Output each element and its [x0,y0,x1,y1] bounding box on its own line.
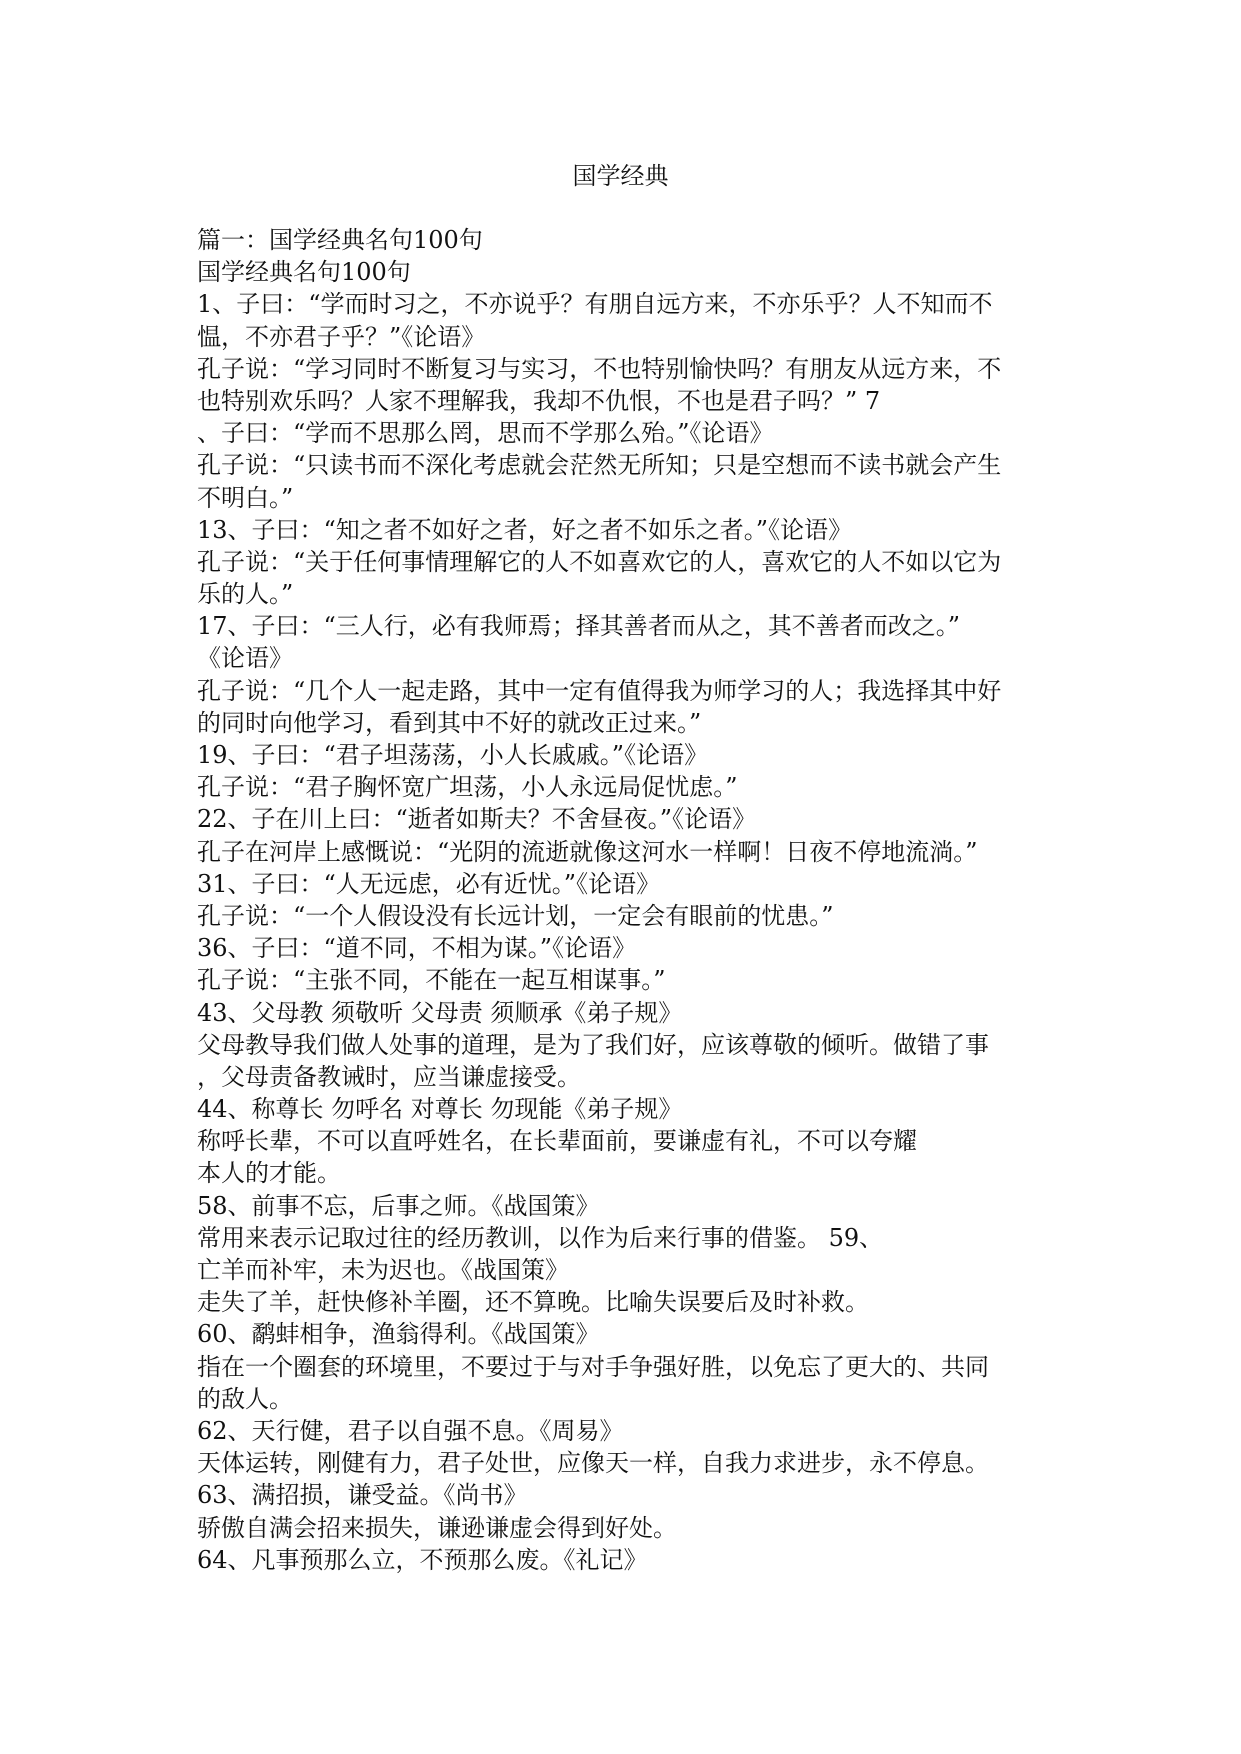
text-line: 的同时向他学习，看到其中不好的就改正过来。” [197,708,702,737]
text-line: 17、子曰：“三人行，必有我师焉；择其善者而从之，其不善者而改之。” [197,612,961,641]
text-line: 孔子说：“学习同时不断复习与实习，不也特别愉快吗？有朋友从远方来，不 [197,354,1002,383]
text-line: 22、子在川上曰：“逝者如斯夫？不舍昼夜。”《论语》 [197,805,757,834]
text-line: 孔子说：“关于任何事情理解它的人不如喜欢它的人，喜欢它的人不如以它为 [197,547,1002,576]
text-line: 乐的人。” [197,580,294,609]
text-line: 58、前事不忘，后事之师。《战国策》 [197,1191,600,1220]
document-body [197,224,1057,1576]
text-line: 也特别欢乐吗？人家不理解我，我却不仇恨，不也是君子吗？” 7 [197,386,881,415]
text-line: 的敌人。 [197,1384,293,1413]
text-line: 孔子说：“君子胸怀宽广坦荡，小人永远局促忧虑。” [197,773,738,802]
text-line: 常用来表示记取过往的经历教训，以作为后来行事的借鉴。 59、 [197,1223,884,1252]
text-line: 31、子曰：“人无远虑，必有近忧。”《论语》 [197,869,661,898]
text-line: 1、子曰：“学而时习之，不亦说乎？有朋自远方来，不亦乐乎？人不知而不 [197,290,993,319]
text-line: 孔子说：“主张不同，不能在一起互相谋事。” [197,966,666,995]
text-line: 62、天行健，君子以自强不息。《周易》 [197,1416,624,1445]
text-line: ，父母责备教诫时，应当谦虚接受。 [197,1062,581,1091]
text-line: 63、满招损，谦受益。《尚书》 [197,1481,528,1510]
text-line: 国学经典名句100句 [197,258,411,287]
text-line: 亡羊而补牢，未为迟也。《战国策》 [197,1256,569,1284]
text-line: 称呼长辈，不可以直呼姓名，在长辈面前，要谦虚有礼，不可以夸耀 [197,1127,917,1156]
text-line: 19、子曰：“君子坦荡荡，小人长戚戚。”《论语》 [197,741,709,769]
text-line: 天体运转，刚健有力，君子处世，应像天一样，自我力求进步，永不停息。 [197,1449,989,1478]
text-line: 篇一：国学经典名句100句 [197,226,483,254]
text-line: 父母教导我们做人处事的道理，是为了我们好，应该尊敬的倾听。做错了事 [197,1030,989,1059]
text-line: 36、子曰：“道不同，不相为谋。”《论语》 [197,934,637,963]
page-title: 国学经典 [572,162,669,190]
text-line: 孔子说：“几个人一起走路，其中一定有值得我为师学习的人；我选择其中好 [197,676,1002,705]
text-line: 孔子在河岸上感慨说：“光阴的流逝就像这河水一样啊！日夜不停地流淌。” [197,837,978,866]
text-line: 64、凡事预那么立，不预那么废。《礼记》 [197,1545,648,1574]
text-line: 不明白。” [197,483,294,512]
text-line: 走失了羊，赶快修补羊圈，还不算晚。比喻失误要后及时补救。 [197,1288,869,1317]
text-line: 指在一个圈套的环境里，不要过于与对手争强好胜，以免忘了更大的、共同 [197,1352,989,1381]
text-line: 本人的才能。 [197,1159,341,1188]
text-line: 43、父母教 须敬听 父母责 须顺承《弟子规》 [197,998,683,1027]
text-line: 骄傲自满会招来损失，谦逊谦虚会得到好处。 [197,1513,677,1542]
text-line: 孔子说：“一个人假设没有长远计划，一定会有眼前的忧患。” [197,901,834,930]
text-line: 孔子说：“只读书而不深化考虑就会茫然无所知；只是空想而不读书就会产生 [197,451,1002,480]
text-line: 13、子曰：“知之者不如好之者，好之者不如乐之者。”《论语》 [197,515,853,544]
text-line: 愠，不亦君子乎？”《论语》 [197,322,486,351]
text-line: 60、鹬蚌相争，渔翁得利。《战国策》 [197,1320,600,1349]
text-line: 《论语》 [197,644,293,673]
text-line: 44、称尊长 勿呼名 对尊长 勿现能《弟子规》 [197,1095,683,1124]
text-line: 、子曰：“学而不思那么罔，思而不学那么殆。”《论语》 [197,419,774,448]
